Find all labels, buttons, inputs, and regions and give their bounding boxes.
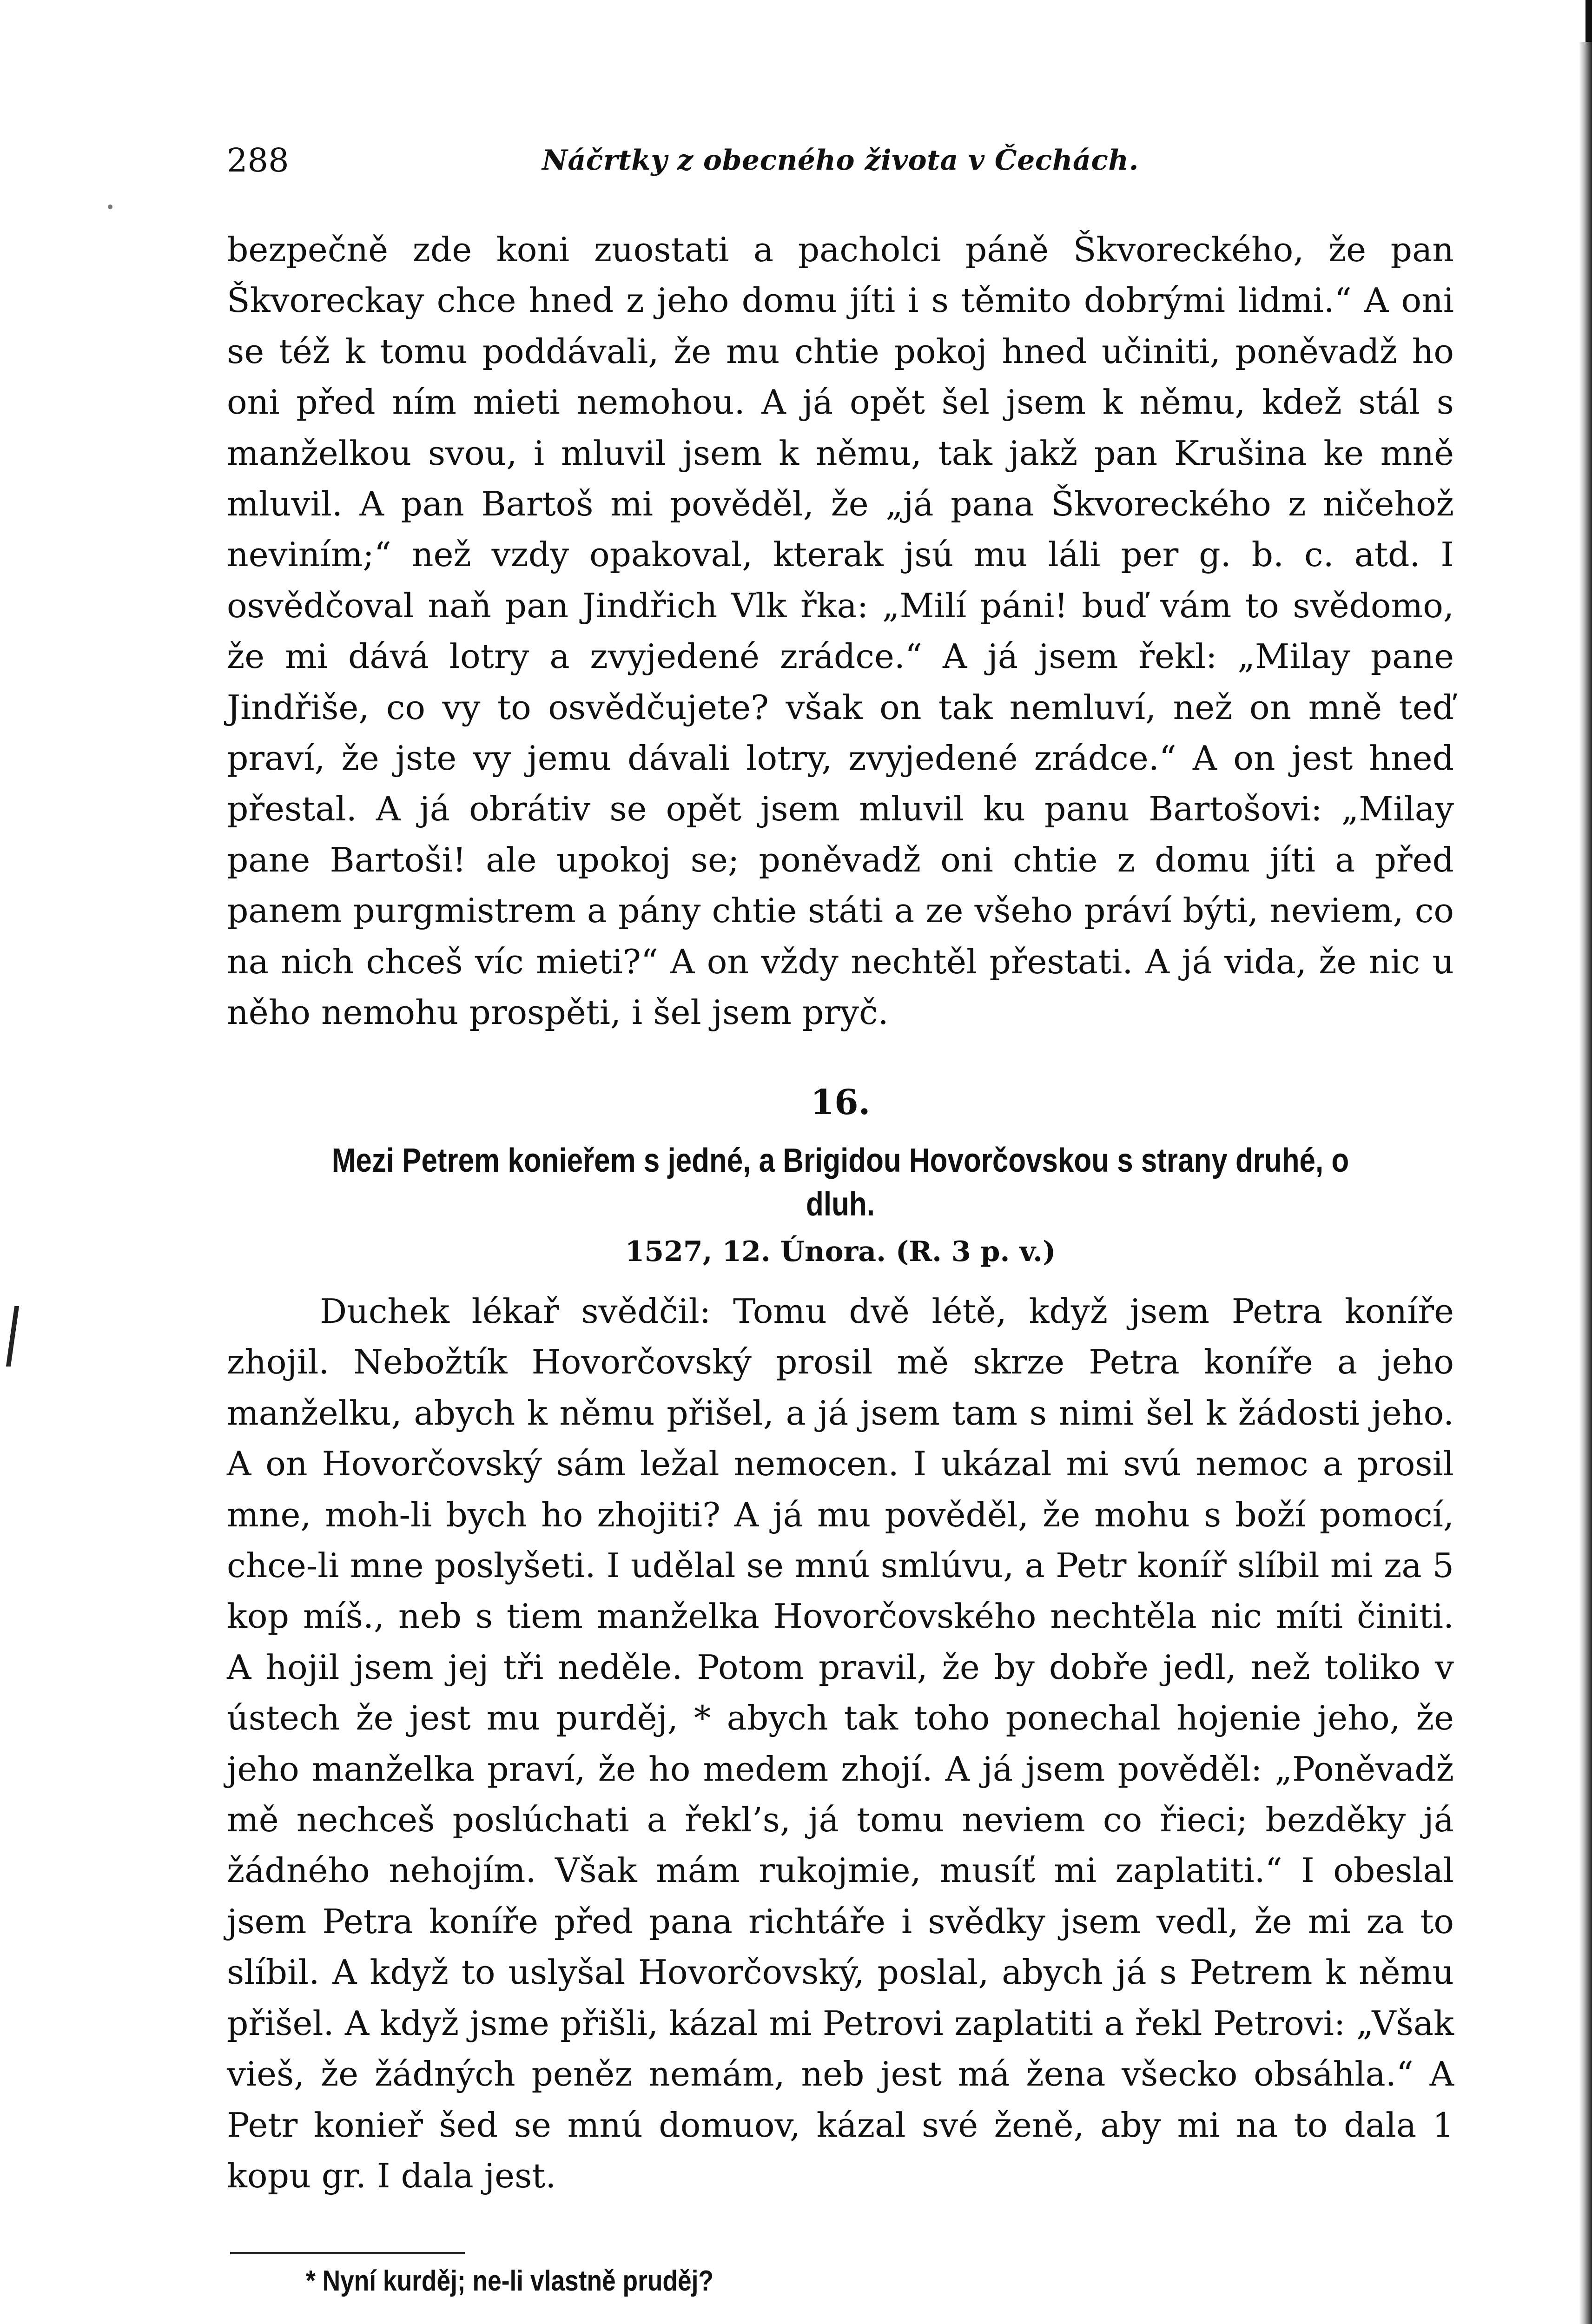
paragraph-continuation: bezpečně zde koni zuostati a pacholci páně Škvoreckého, že pan Škvoreckay chce hned z jeho domu jíti i s těmito dobrými lidmi.“ A oni se též k tomu poddávali, že mu chtie pokoj hned učiniti, poněvadž ho oni před ním mieti nemohou. A já opět šel jsem k němu, kdež stál s manželkou svou, i mluvil jsem k němu, tak jakž pan Krušina ke mně mluvil. A pan Bartoš mi pověděl, že „já pana Škvoreckého z ničehož neviním;“ než vzdy opakoval, kterak jsú mu láli per g. b. c. atd. I osvědčoval naň pan Jindřich Vlk řka: „Milí páni! buď vám to svědomo, že mi dává lotry a zvyjedené zrádce.“ A já jsem řekl: „Milay pane Jindřiše, co vy to osvědčujete? však on tak nemluví, než on mně teď praví, že jste vy jemu dávali lotry, zvyjedené zrádce.“ A on jest hned přestal. A já obrátiv se opět jsem mluvil ku panu Bartošovi: „Milay pane Bartoši! ale upokoj se; poněvadž oni chtie z domu jíti a před panem purgmistrem a pány chtie státi a ze všeho práví býti, neviem, co na nich chceš víc mieti?“ A on vždy nechtěl přestati. A já vida, že nic u něho nemohu prospěti, i šel jsem pryč. bbox=[227, 231, 1454, 1033]
running-title: Náčrtky z obecného života v Čechách. bbox=[542, 144, 1139, 177]
section-date: 1527, 12. Února. (R. 3 p. v.) bbox=[625, 1235, 1056, 1268]
paragraph-testimony: Duchek lékař svědčil: Tomu dvě létě, když jsem Petra koníře zhojil. Nebožtík Hovorčovský prosil mě skrze Petra koníře a jeho manželku, abych k němu přišel, a já jsem tam s nimi šel k žádosti jeho. A on Hovorčovský sám ležal nemocen. I ukázal mi svú nemoc a prosil mne, moh-li bych ho zhojiti? A já mu pověděl, že mohu s boží pomocí, chce-li mne poslyšeti. I udělal se mnú smlúvu, a Petr koníř slíbil mi za 5 kop míš., neb s tiem manželka Hovorčovského nechtěla nic míti činiti. A hojil jsem jej tři neděle. Potom pravil, že by dobře jedl, než toliko v ústech že jest mu purděj, * abych tak toho ponechal hojenie jeho, že jeho manželka praví, že ho medem zhojí. A já jsem pověděl: „Poněvadž mě nechceš poslúchati a řekl’s, já tomu neviem co řieci; bezděky já žádného nehojím. Však mám rukojmie, musíť mi zaplatiti.“ I obeslal jsem Petra koníře před pana richtáře i svědky jsem vedl, že mi za to slíbil. A když to uslyšal Hovorčovský, poslal, abych já s Petrem k němu přišel. A když jsme přišli, kázal mi Petrovi zaplatiti a řekl Petrovi: „Však vieš, že žádných peněz nemám, neb jest má žena všecko obsáhla.“ A Petr konieř šed se mnú domuov, kázal své ženě, aby mi na to dala 1 kopu gr. I dala jest. bbox=[227, 1292, 1454, 2196]
page-header bbox=[227, 139, 1454, 181]
scan-margin-mark bbox=[6, 1306, 19, 1367]
footnote-divider bbox=[230, 2252, 465, 2254]
section-number: 16. bbox=[810, 1083, 871, 1122]
scan-dust-speck bbox=[108, 205, 112, 209]
scan-edge-shadow bbox=[1579, 42, 1592, 2324]
footnote: * Nyní kurděj; ne-li vlastně pruděj? bbox=[306, 2265, 713, 2297]
section-title: Mezi Petrem konieřem s jedné, a Brigidou Hovorčovskou s strany druhé, o dluh. bbox=[331, 1142, 1349, 1223]
page-number: 288 bbox=[227, 141, 289, 179]
